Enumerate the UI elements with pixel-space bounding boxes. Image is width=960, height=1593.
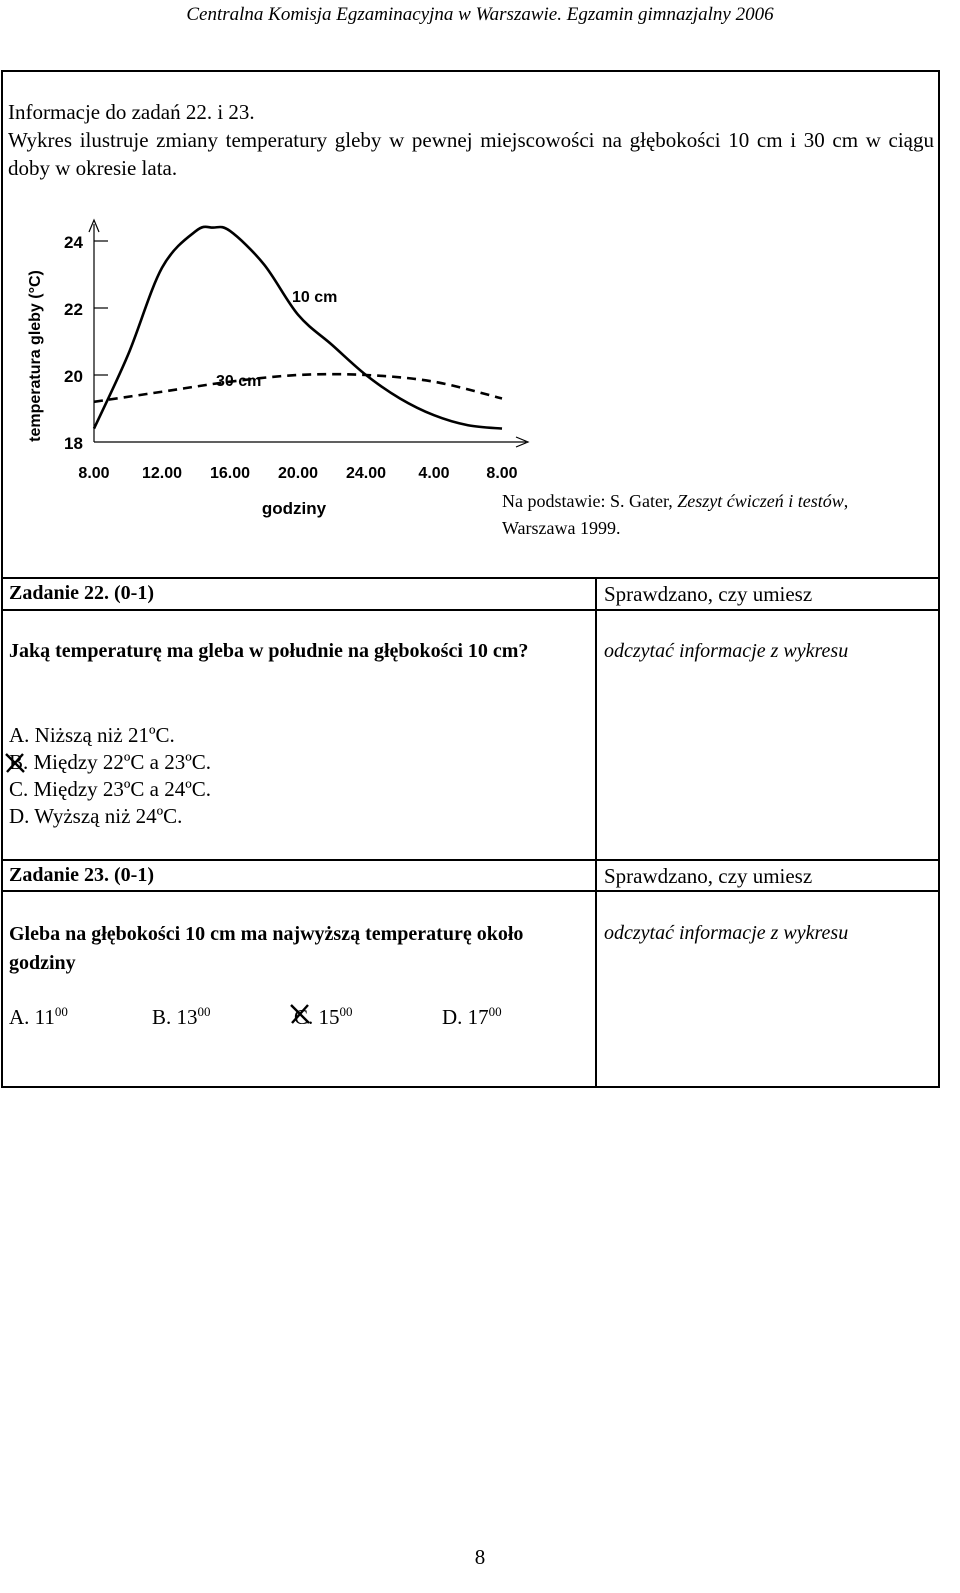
task22-answer-b[interactable]: B. Między 22ºC a 23ºC. — [9, 750, 212, 774]
task22-question: Jaką temperaturę ma gleba w południe na głębokości 10 cm? — [9, 640, 529, 662]
page-header: Centralna Komisja Egzaminacyjna w Warszawie. Egzamin gimnazjalny 2006 — [186, 4, 774, 25]
y-axis-label: temperatura gleby (°C) — [27, 270, 44, 442]
task23-option-b-label: B. 13 — [152, 1005, 198, 1029]
y-tick-label: 22 — [64, 300, 83, 319]
task23-option-b[interactable] — [152, 1004, 211, 1030]
x-tick-label: 20.00 — [277, 465, 319, 482]
x-tick-label: 8.00 — [78, 465, 110, 482]
source-suffix: , — [843, 491, 849, 511]
task22-answers — [9, 722, 211, 830]
task23-option-b-sup: 00 — [197, 1004, 211, 1019]
task22-skill: odczytać informacje z wykresu — [604, 640, 849, 662]
x-axis-label: godziny — [261, 499, 327, 518]
series-line-30cm — [94, 374, 502, 402]
source-prefix: Na podstawie: S. Gater, — [502, 491, 678, 511]
series-label-10cm: 10 cm — [292, 289, 338, 306]
task23-checked-label: Sprawdzano, czy umiesz — [604, 864, 813, 888]
divider-header-22 — [1, 609, 940, 611]
task23-option-c-label: C. 15 — [294, 1005, 340, 1029]
x-tick-label: 4.00 — [418, 465, 450, 482]
info-title: Informacje do zadań 22. i 23. — [8, 100, 255, 124]
answer-cross-mark-icon — [4, 752, 26, 774]
task23-question: Gleba na głębokości 10 cm ma najwyższą temperaturę około godziny — [9, 923, 524, 974]
task23-option-a-label: A. 11 — [9, 1005, 55, 1029]
page-number: 8 — [474, 1545, 486, 1569]
task22-title: Zadanie 22. (0-1) — [9, 582, 154, 604]
task23-option-c-sup: 00 — [339, 1004, 353, 1019]
task23-option-d-label: D. 17 — [442, 1005, 489, 1029]
info-section — [8, 98, 934, 182]
task22-answer-c[interactable]: C. Między 23ºC a 24ºC. — [9, 777, 212, 801]
y-tick-label: 24 — [64, 233, 83, 252]
x-tick-label: 16.00 — [209, 465, 251, 482]
x-tick-label: 8.00 — [486, 465, 518, 482]
task22-answer-a[interactable]: A. Niższą niż 21ºC. — [9, 723, 175, 747]
task23-option-d-sup: 00 — [488, 1004, 502, 1019]
task23-title: Zadanie 23. (0-1) — [9, 864, 154, 886]
source-citation — [502, 488, 848, 542]
divider-header-23 — [1, 890, 940, 892]
y-tick-label: 20 — [64, 367, 83, 386]
task22-checked-label: Sprawdzano, czy umiesz — [604, 582, 813, 606]
x-tick-label: 12.00 — [141, 465, 183, 482]
task23-skill: odczytać informacje z wykresu — [604, 922, 849, 944]
series-label-30cm: 30 cm — [216, 373, 262, 390]
divider-top-23 — [1, 859, 940, 861]
answer-cross-mark-icon-23 — [289, 1003, 311, 1025]
task23-option-a-sup: 00 — [54, 1004, 68, 1019]
divider-top-22 — [1, 577, 940, 579]
task23-option-d[interactable] — [442, 1004, 502, 1030]
source-line2: Warszawa 1999. — [502, 518, 621, 538]
series-line-10cm — [94, 227, 502, 429]
x-tick-label: 24.00 — [345, 465, 387, 482]
info-text: Wykres ilustruje zmiany temperatury gleby w pewnej miejscowości na głębokości 10 cm i 30 cm w ciągu doby w okresie lata. — [8, 128, 934, 180]
source-title: Zeszyt ćwiczeń i testów — [677, 491, 844, 511]
column-divider — [595, 578, 597, 1088]
task22-answer-d[interactable]: D. Wyższą niż 24ºC. — [9, 804, 183, 828]
y-tick-label: 18 — [64, 434, 83, 453]
task23-option-a[interactable] — [9, 1004, 68, 1030]
soil-temperature-chart — [18, 210, 538, 520]
